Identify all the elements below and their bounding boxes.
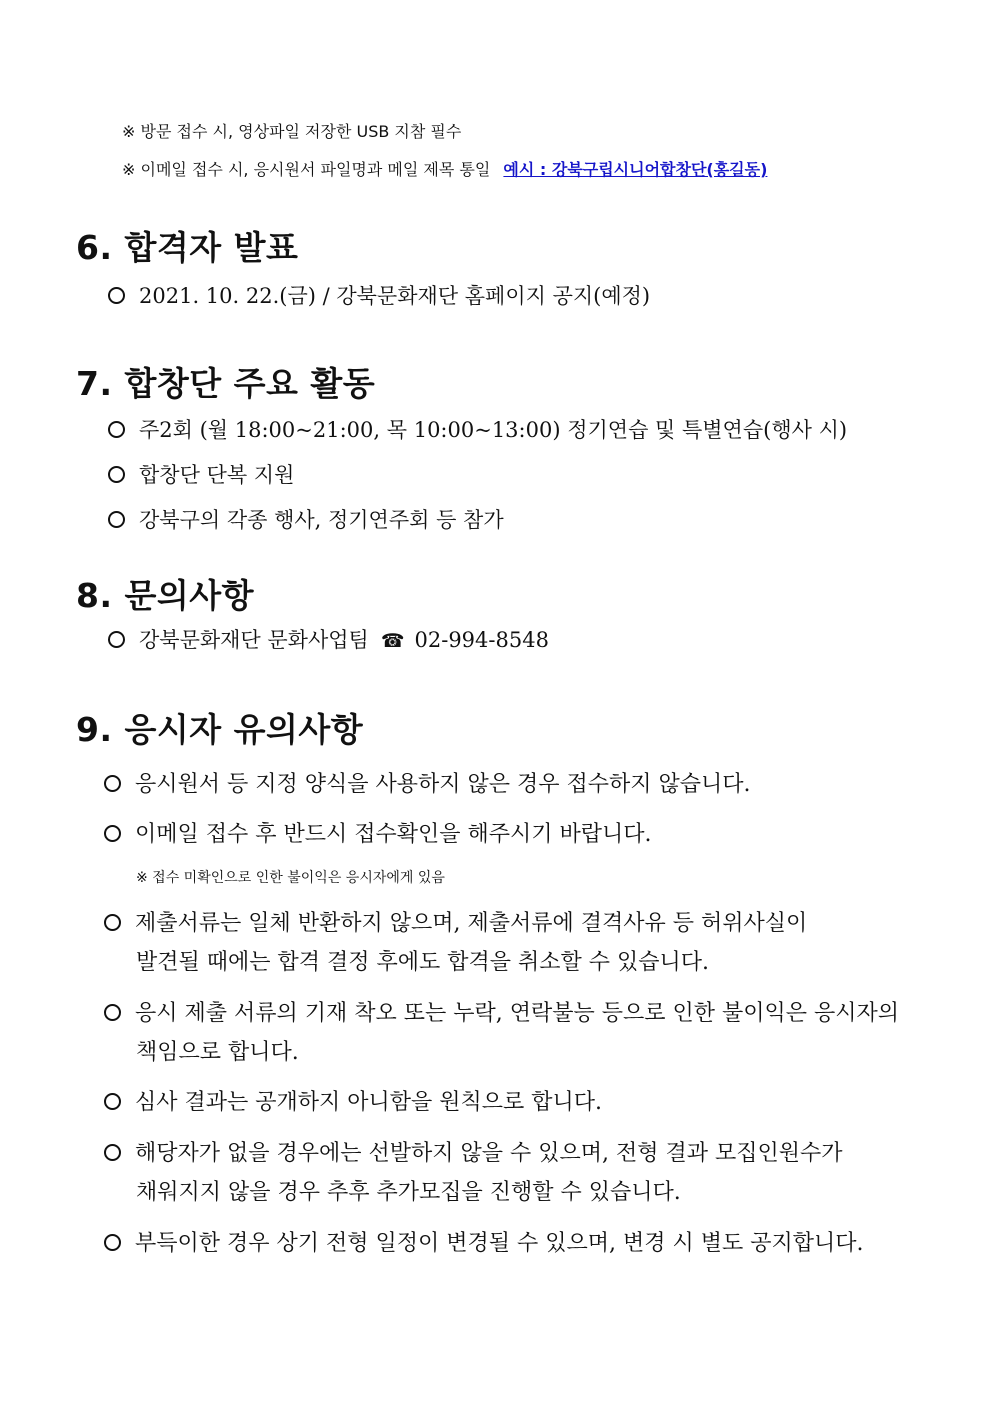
bullet-circle-icon <box>104 1144 121 1161</box>
section-9-item <box>104 817 652 848</box>
bullet-circle-icon <box>104 1004 121 1021</box>
notice-recruitment-line2: 채워지지 않을 경우 추후 추가모집을 진행할 수 있습니다. <box>136 1180 681 1205</box>
bullet-circle-icon <box>104 1234 121 1251</box>
contact-phone[interactable]: 02-994-8548 <box>414 628 549 652</box>
section-9-item <box>104 1226 863 1257</box>
notice-email-confirm: 이메일 접수 후 반드시 접수확인을 해주시기 바랍니다. <box>135 822 652 847</box>
notice-responsibility-line1: 응시 제출 서류의 기재 착오 또는 누락, 연락불능 등으로 인한 불이익은 응시자의 <box>135 1001 899 1026</box>
bullet-circle-icon <box>108 421 125 438</box>
section-7-item <box>108 414 847 444</box>
notice-form: 응시원서 등 지정 양식을 사용하지 않은 경우 접수하지 않습니다. <box>135 772 751 797</box>
bullet-circle-icon <box>104 1093 121 1110</box>
email-note-text: ※ 이메일 접수 시, 응시원서 파일명과 메일 제목 통일 <box>122 160 491 179</box>
section-9-title: 9. 응시자 유의사항 <box>76 710 364 749</box>
bullet-circle-icon <box>108 466 125 483</box>
bullet-circle-icon <box>108 287 125 304</box>
section-8-title: 8. 문의사항 <box>76 576 254 615</box>
phone-icon: ☎ <box>380 630 405 652</box>
section-9-item <box>104 767 751 798</box>
notice-schedule-change: 부득이한 경우 상기 전형 일정이 변경될 수 있으며, 변경 시 별도 공지합니다. <box>135 1231 864 1256</box>
section-7-title: 7. 합창단 주요 활동 <box>76 364 376 403</box>
notice-documents-line1: 제출서류는 일체 반환하지 않으며, 제출서류에 결격사유 등 허위사실이 <box>135 911 808 936</box>
usb-note: ※ 방문 접수 시, 영상파일 저장한 USB 지참 필수 <box>122 122 462 141</box>
uniform-support: 합창단 단복 지원 <box>139 463 295 487</box>
practice-schedule: 주2회 (월 18:00~21:00, 목 10:00~13:00) 정기연습 및 특별연습(행사 시) <box>139 418 848 442</box>
section-7-item <box>108 504 504 534</box>
notice-results: 심사 결과는 공개하지 아니함을 원칙으로 합니다. <box>135 1090 603 1115</box>
section-6-item <box>108 280 650 310</box>
event-participation: 강북구의 각종 행사, 정기연주회 등 참가 <box>139 508 504 532</box>
bullet-circle-icon <box>104 825 121 842</box>
section-9-item <box>104 996 899 1027</box>
contact-team: 강북문화재단 문화사업팀 <box>139 628 369 652</box>
email-confirm-note: ※ 접수 미확인으로 인한 불이익은 응시자에게 있음 <box>136 870 445 886</box>
section-8-item <box>108 624 549 654</box>
email-example-link[interactable]: 예시 : 강북구립시니어합창단(홍길동) <box>503 160 768 179</box>
section-9-item <box>104 906 807 937</box>
notice-responsibility-line2: 책임으로 합니다. <box>136 1040 299 1065</box>
bullet-circle-icon <box>108 631 125 648</box>
notice-documents-line2: 발견될 때에는 합격 결정 후에도 합격을 취소할 수 있습니다. <box>136 950 709 975</box>
notice-recruitment-line1: 해당자가 없을 경우에는 선발하지 않을 수 있으며, 전형 결과 모집인원수가 <box>135 1141 843 1166</box>
announcement-date: 2021. 10. 22.(금) / 강북문화재단 홈페이지 공지(예정) <box>139 284 651 308</box>
bullet-circle-icon <box>104 914 121 931</box>
bullet-circle-icon <box>108 511 125 528</box>
section-9-item <box>104 1085 602 1116</box>
bullet-circle-icon <box>104 775 121 792</box>
section-9-item <box>104 1136 843 1167</box>
email-note <box>122 157 767 180</box>
section-6-title: 6. 합격자 발표 <box>76 228 299 267</box>
section-7-item <box>108 459 294 489</box>
